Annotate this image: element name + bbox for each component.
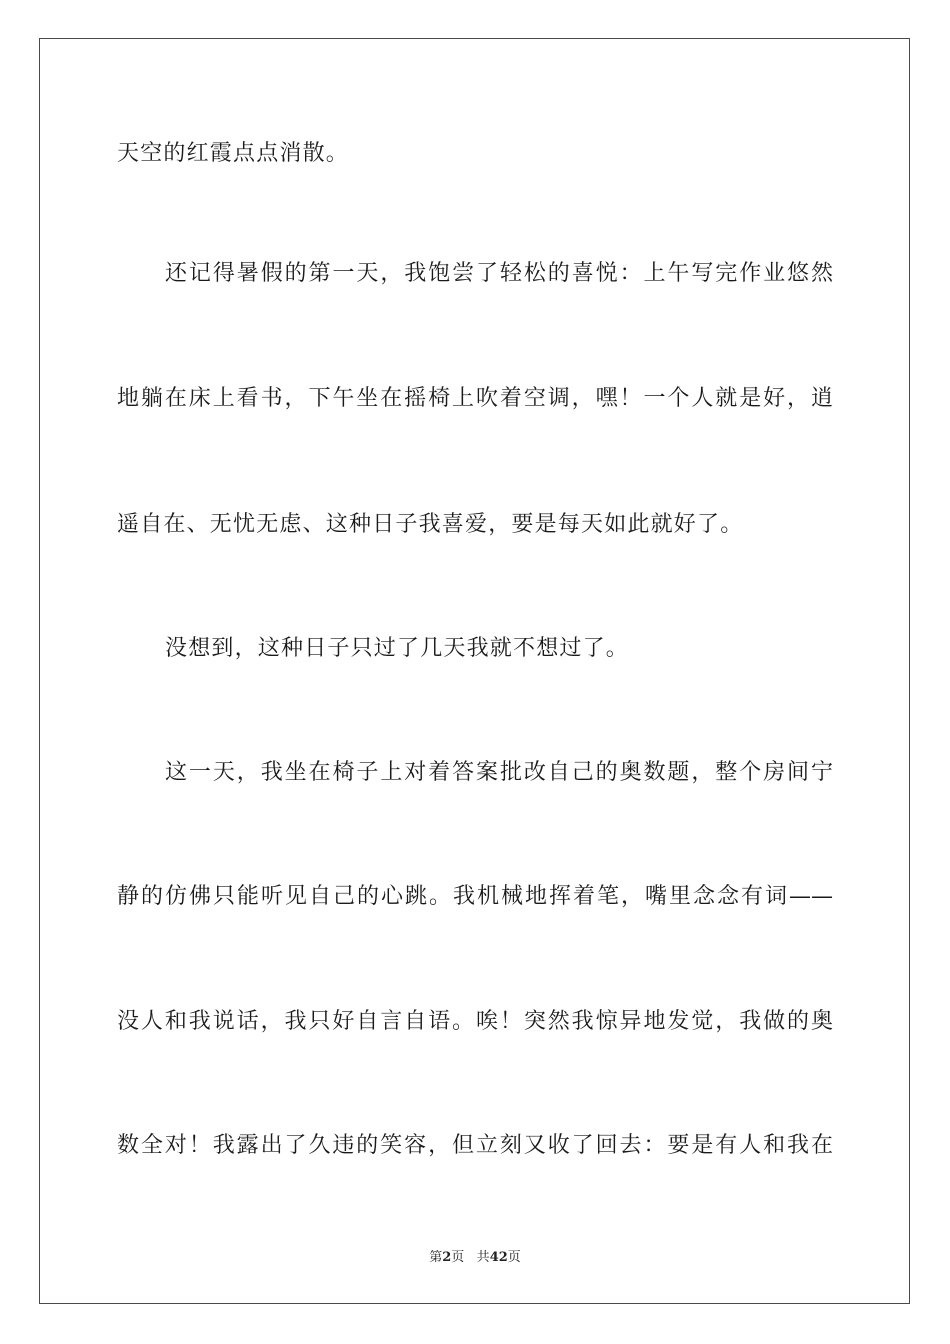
- page-footer: [0, 1246, 950, 1265]
- page-border: [39, 38, 910, 1304]
- paragraph-line: 没人和我说话，我只好自言自语。唉！突然我惊异地发觉，我做的奥: [117, 1009, 833, 1034]
- page-label-prefix: 第: [429, 1250, 443, 1265]
- paragraph-line: 遥自在、无忧无虑、这种日子我喜爱，要是每天如此就好了。: [117, 512, 744, 537]
- paragraph-line: 天空的红霞点点消散。: [117, 141, 350, 166]
- page-label-suffix: 页: [451, 1250, 465, 1265]
- total-label-suffix: 页: [507, 1250, 521, 1265]
- total-pages: 42: [489, 1250, 508, 1265]
- paragraph-line: 这一天，我坐在椅子上对着答案批改自己的奥数题，整个房间宁: [165, 760, 833, 785]
- paragraph-line: 静的仿佛只能听见自己的心跳。我机械地挥着笔，嘴里念念有词——: [117, 884, 833, 909]
- paragraph-line: 数全对！我露出了久违的笑容，但立刻又收了回去：要是有人和我在: [117, 1133, 833, 1158]
- paragraph-line: 没想到，这种日子只过了几天我就不想过了。: [165, 636, 630, 661]
- paragraph-line: 还记得暑假的第一天，我饱尝了轻松的喜悦：上午写完作业悠然: [165, 261, 833, 286]
- paragraph-line: 地躺在床上看书，下午坐在摇椅上吹着空调，嘿！一个人就是好，逍: [117, 386, 833, 411]
- page-number: 2: [442, 1250, 452, 1265]
- total-label-prefix: 共: [476, 1250, 490, 1265]
